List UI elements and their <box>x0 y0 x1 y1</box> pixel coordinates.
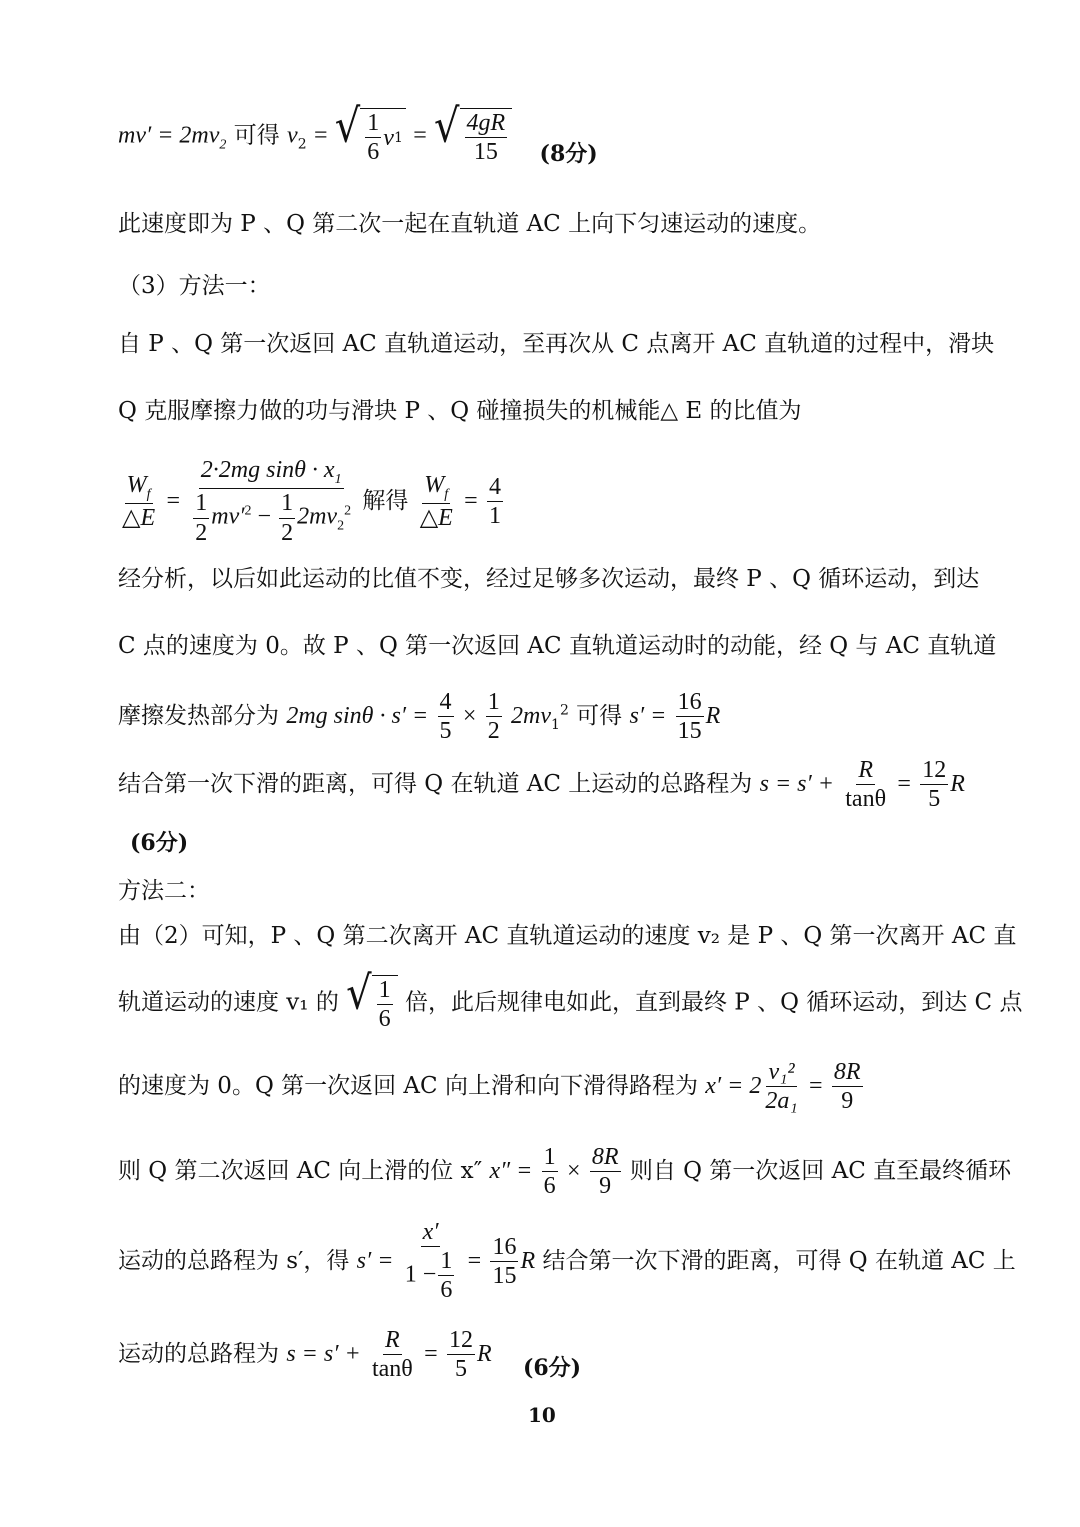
equation-line-1: $mv' = 2mv_2$ 可得 $v_2$ = √ $\frac{1}{6}$ v 1 = √ $\frac{4gR}{15}$ (8分) <box>118 100 598 167</box>
formula-momentum: mv′ = 2mv <box>118 122 220 149</box>
sqrt-one-sixth: √ $\frac{1}{6}$ v 1 <box>335 108 406 165</box>
ratio-fraction: 2·2mg $\sin\theta \cdot x_1$ $\frac{1}{2}$ $mv'^2$ − $\frac{1}{2}$ $2mv_2^2$ <box>195 457 352 546</box>
text-line-7: 经分析，以后如此运动的比值不变，经过足够多次运动，最终 P 、Q 循环运动，到达 <box>118 566 980 592</box>
equation-line-9: 摩擦发热部分为 2mg sinθ · s′ = $\frac{4}{5}$ × $\frac{1}{2}$ $2mv_1^2$ 可得 s′ = $\frac{16}{15}$ R <box>118 689 721 745</box>
equation-line-17: 运动的总路程为 s = s′ + $\frac{R}{\tan\theta}$ = $\frac{12}{5}$ R (6分) <box>118 1327 582 1383</box>
text-line-2: 此速度即为 P 、Q 第二次一起在直轨道 AC 上向下匀速运动的速度。 <box>118 211 822 237</box>
equation-line-10: 结合第一次下滑的距离，可得 Q 在轨道 AC 上运动的总路程为 s = s′ + $\frac{R}{\tan\theta}$ = $\frac{12}{5}$ R <box>118 757 965 813</box>
text-line-8: C 点的速度为 0。故 P 、Q 第一次返回 AC 直轨道运动时的动能，经 Q 与 AC 直轨道 <box>118 633 997 659</box>
equation-line-13: 轨道运动的速度 v₁ 的 √ $\frac{1}{6}$ 倍，此后规律电如此，直到最终 P 、Q 循环运动，到达 C 点 <box>118 967 1023 1033</box>
equation-line-14: 的速度为 0。Q 第一次返回 AC 向上滑和向下滑得路程为 x′ = 2 $\frac{\text{v₁²}}{\text{2a₁}}$ = $\frac{8R}{9}$ <box>118 1059 861 1115</box>
text-line-5: Q 克服摩擦力做的功与滑块 P 、Q 碰撞损失的机械能△ E 的比值为 <box>118 398 802 424</box>
text-line-4: 自 P 、Q 第一次返回 AC 直轨道运动，至再次从 C 点离开 AC 直轨道的过程中，滑块 <box>118 331 995 357</box>
score-6-method2: (6分) <box>522 1355 582 1382</box>
equation-line-6: $\frac{W_f}{\triangle E}$ = 2·2mg $\sin\theta \cdot x_1$ $\frac{1}{2}$ $mv'^2$ − $\frac{1}{2}$ $2mv_2^2$ 解得 $\frac{W_f}{\triangle E}$ = $\frac{4}{1}$ <box>122 457 501 546</box>
text-can-get: 可得 <box>233 122 280 149</box>
text-line-3: （3）方法一： <box>118 273 271 299</box>
text-line-11: 方法二： <box>118 878 210 904</box>
equation-line-15: 则 Q 第二次返回 AC 向上滑的位 x″ x″ = $\frac{1}{6}$ × $\frac{8R}{9}$ 则自 Q 第一次返回 AC 直至最终循环 <box>118 1144 1012 1200</box>
equation-line-16: 运动的总路程为 s′，得 s′ = x′ 1 − $\frac{1}{6}$ = $\frac{16}{15}$ R 结合第一次下滑的距离，可得 Q 在轨道 AC 上 <box>118 1219 1016 1304</box>
sqrt-4gR-15: √ $\frac{4gR}{15}$ <box>434 108 512 165</box>
score-8: (8分) <box>539 140 598 167</box>
score-6-method1: (6分) <box>130 830 189 856</box>
text-line-12: 由（2）可知，P 、Q 第二次离开 AC 直轨道运动的速度 v₂ 是 P 、Q 第一次离开 AC 直 <box>118 923 1017 949</box>
page-number: 10 <box>528 1403 556 1427</box>
